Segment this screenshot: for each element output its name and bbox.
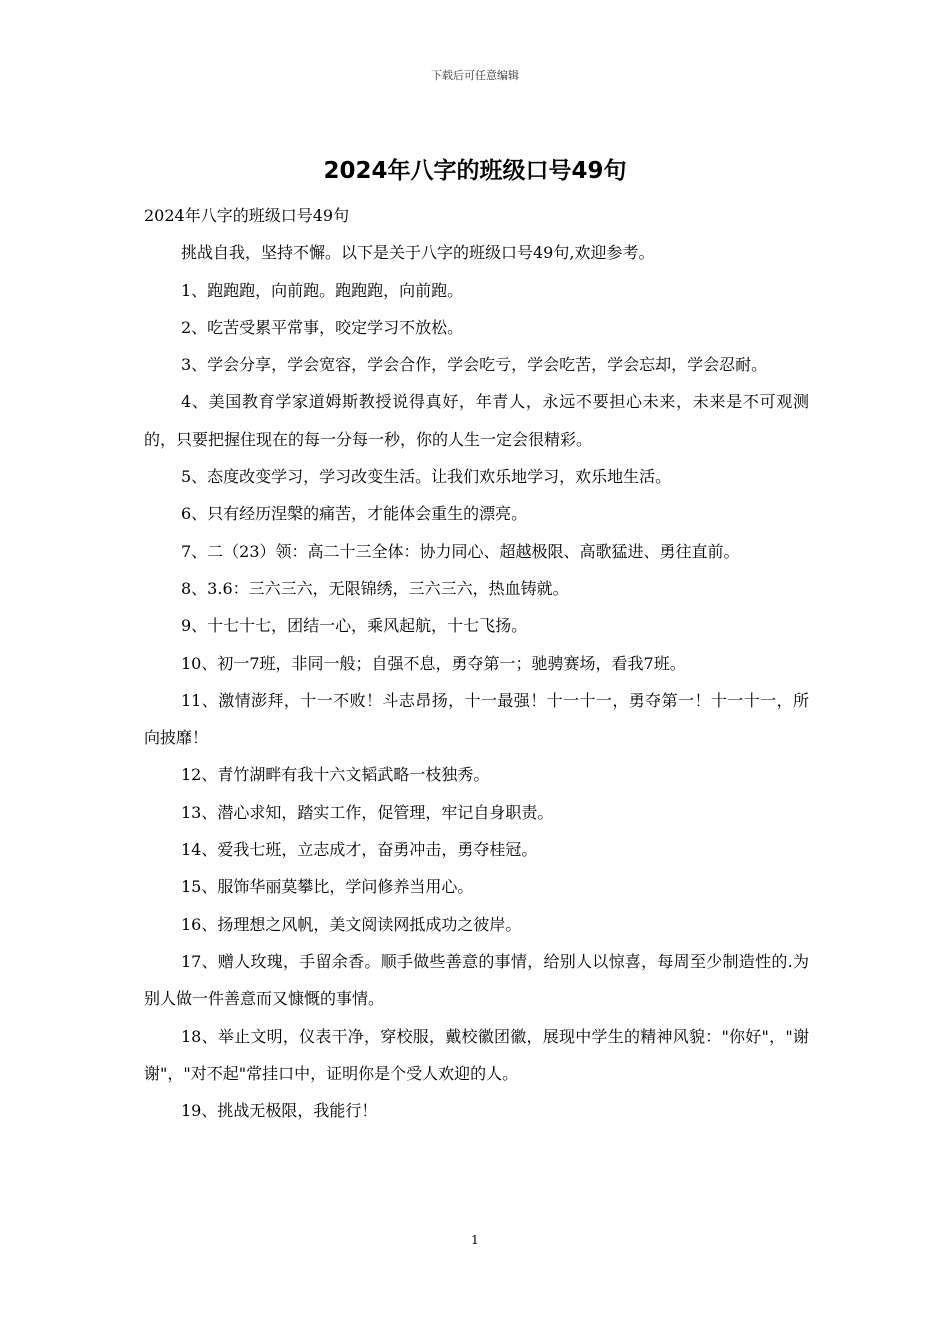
list-item: 9、十七十七，团结一心，乘风起航，十七飞扬。 — [181, 616, 528, 636]
list-item: 6、只有经历涅槃的痛苦，才能体会重生的漂亮。 — [181, 504, 528, 524]
list-item: 13、潜心求知，踏实工作，促管理，牢记自身职责。 — [181, 802, 554, 822]
list-item: 7、二（23）领：高二十三全体：协力同心、超越极限、高歌猛进、勇往直前。 — [181, 541, 740, 561]
list-item: 18、举止文明，仪表干净，穿校服，戴校徽团徽，展现中学生的精神风貌："你好"，"谢谢"，"对不起"常挂口中，证明你是个受人欢迎的人。 — [144, 1026, 809, 1083]
list-item: 16、扬理想之风帆，美文阅读网抵成功之彼岸。 — [181, 914, 522, 934]
list-item: 11、激情澎拜，十一不败！斗志昂扬，十一最强！十一十一，勇夺第一！十一十一，所向披靡！ — [144, 690, 809, 748]
list-item: 10、初一7班，非同一般；自强不息，勇夺第一；驰骋赛场，看我7班。 — [181, 653, 686, 673]
list-item: 8、3.6：三六三六，无限锦绣，三六三六，热血铸就。 — [181, 578, 569, 598]
list-item: 5、态度改变学习，学习改变生活。让我们欢乐地学习，欢乐地生活。 — [181, 467, 672, 487]
list-item: 4、美国教育学家道姆斯教授说得真好，年青人，永远不要担心未来，未来是不可观测的，只要把握住现在的每一分每一秒，你的人生一定会很精彩。 — [144, 392, 809, 449]
list-item: 14、爱我七班，立志成才，奋勇冲击，勇夺桂冠。 — [181, 840, 538, 860]
list-item: 3、学会分享，学会宽容，学会合作，学会吃亏，学会吃苦，学会忘却，学会忍耐。 — [181, 355, 768, 375]
intro-paragraph: 挑战自我，坚持不懈。以下是关于八字的班级口号49句,欢迎参考。 — [181, 243, 655, 263]
document-body — [144, 197, 809, 1129]
page-header-note: 下载后可任意编辑 — [431, 69, 519, 82]
list-item: 15、服饰华丽莫攀比，学问修养当用心。 — [181, 877, 474, 897]
document-title: 2024年八字的班级口号49句 — [323, 158, 627, 184]
list-item: 19、挑战无极限，我能行！ — [181, 1101, 378, 1121]
list-item: 12、青竹湖畔有我十六文韬武略一枝独秀。 — [181, 765, 490, 785]
page-number: 1 — [471, 1233, 479, 1247]
list-item: 17、赠人玫瑰，手留余香。顺手做些善意的事情，给别人以惊喜，每周至少制造性的.为别人做一件善意而又慷慨的事情。 — [144, 951, 809, 1009]
list-item: 1、跑跑跑，向前跑。跑跑跑，向前跑。 — [181, 280, 464, 300]
document-subtitle: 2024年八字的班级口号49句 — [144, 206, 350, 225]
list-item: 2、吃苦受累平常事，咬定学习不放松。 — [181, 317, 464, 337]
